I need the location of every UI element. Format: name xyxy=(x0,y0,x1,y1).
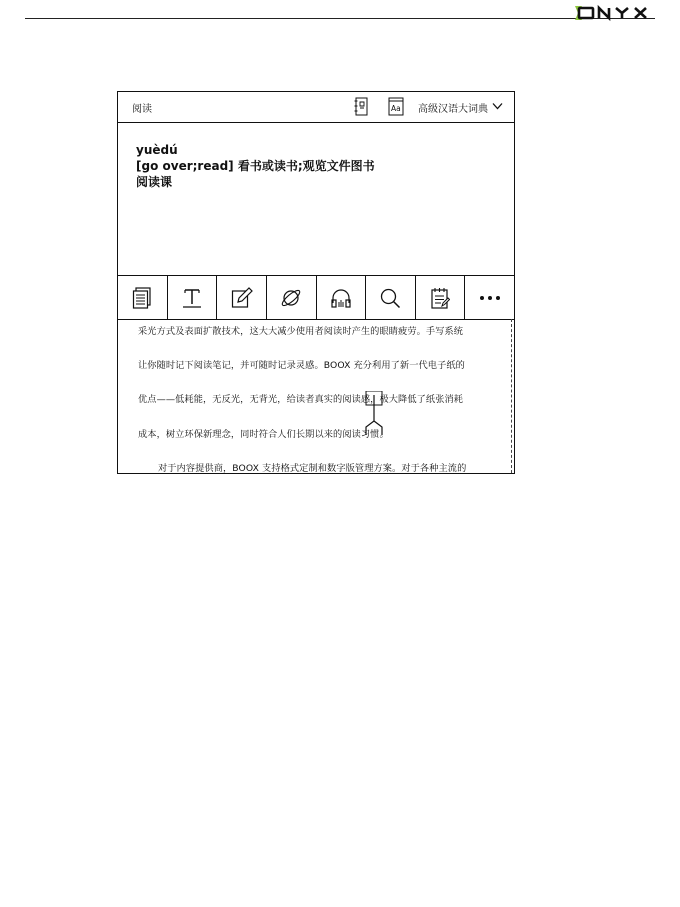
book-text-area[interactable] xyxy=(118,319,514,473)
dictionary-name: 高级汉语大词典 xyxy=(418,104,488,115)
pencil-icon xyxy=(231,287,253,309)
annotate-tool-button[interactable] xyxy=(217,276,267,319)
document-icon xyxy=(132,287,152,309)
svg-text:ONYX: ONYX xyxy=(574,4,577,5)
text-t-icon xyxy=(182,287,202,309)
definition-area xyxy=(136,142,496,190)
meaning: [go over;read] 看书或读书;观览文件图书 xyxy=(136,159,375,173)
selection-toolbar xyxy=(118,275,514,320)
notebook-icon[interactable] xyxy=(354,97,368,116)
selection-handles-icon[interactable] xyxy=(354,391,394,435)
svg-text:Aa: Aa xyxy=(391,104,401,113)
text-line: 对于内容提供商，BOOX 支持格式定制和数字版管理方案。对于各种主流的 xyxy=(158,463,467,473)
search-tool-button[interactable] xyxy=(366,276,416,319)
more-tool-button[interactable] xyxy=(465,276,514,319)
text-line: 采光方式及表面扩散技术，这大大减少使用者阅读时产生的眼睛疲劳。手写系统 xyxy=(138,326,464,337)
query-word: 阅读 xyxy=(132,104,152,115)
reader-screen xyxy=(117,91,515,474)
more-dots-icon xyxy=(479,295,501,301)
headphones-icon xyxy=(330,287,352,309)
scroll-guide xyxy=(511,319,512,473)
dictionary-topbar xyxy=(118,92,514,123)
pinyin: yuèdú xyxy=(136,143,178,157)
chevron-down-icon xyxy=(492,102,503,113)
text-line: 优点——低耗能，无反光，无背光，给读者真实的阅读感，极大降低了纸张消耗 xyxy=(138,394,464,405)
text-line: 让你随时记下阅读笔记，并可随时记录灵感。BOOX 充分利用了新一代电子纸的 xyxy=(138,360,465,371)
planet-icon xyxy=(280,287,302,309)
dictionary-tool-button[interactable] xyxy=(118,276,168,319)
notepad-icon xyxy=(430,287,450,309)
text-tool-button[interactable] xyxy=(168,276,218,319)
text-line: 成本，树立环保新理念，同时符合人们长期以来的阅读习惯。 xyxy=(138,429,389,440)
note-tool-button[interactable] xyxy=(416,276,466,319)
dictionary-selector[interactable] xyxy=(418,100,503,115)
onyx-logo xyxy=(574,4,656,22)
aa-font-icon[interactable] xyxy=(388,97,404,116)
tts-tool-button[interactable] xyxy=(317,276,367,319)
example-word: 阅读课 xyxy=(136,175,173,189)
search-icon xyxy=(379,287,401,309)
header-rule xyxy=(25,18,655,19)
translate-tool-button[interactable] xyxy=(267,276,317,319)
